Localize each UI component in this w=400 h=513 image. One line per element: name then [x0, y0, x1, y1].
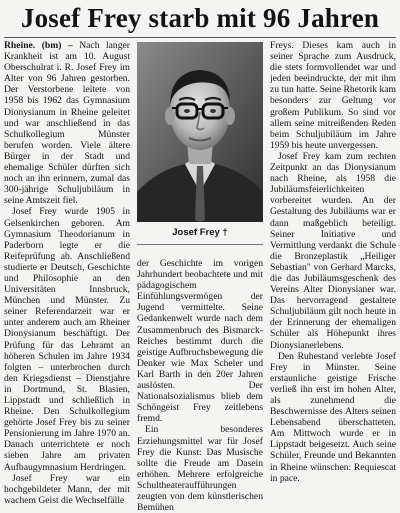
paragraph-4: der Geschichte im vorigen Jahrhundert beobachtete und mit pädagogischem Einfühlungsvermögen der Jugend vermittelte. Seine Gedankenwelt wurde nach dem Zusammenbruch des Bismarck-Reiches bestimmt durch die geistige Aufbruchsbewegung die Denker wie Max Scheler und Karl Barth in den 20er Jahren auslösten. Der Nationalsozialismus blieb dem Schöngeist Frey zeitlebens fremd. [137, 258, 263, 425]
paragraph-6: Freys. Dieses kam auch in seiner Sprache zum Ausdruck, die stets formvollendet war und jeden beeindruckte, der mit ihm zu tun hatte. Seine Rhetorik kam besonders zur Geltung vor großem Publikum. So sind vor allem seine mitreißenden Reden beim Schuljubiläum im Jahre 1959 bis heute unvergessen. [270, 40, 396, 151]
article-column-1 [4, 40, 130, 506]
paragraph-1 [4, 40, 130, 206]
portrait-image [137, 42, 263, 222]
article-column-3 [270, 40, 396, 492]
headline: Josef Frey starb mit 96 Jahren [20, 3, 380, 33]
paragraph-1-text: Nach langer Krankheit ist am 10. August Oberschulrat i. R. Josef Frey im Alter von 96 Jahren gestorben. Der Verstorbene leitete von 1958 bis 1962 das Gymnasium Dionysianum in Rheine geleitet und war anschließend in das Schulkollegium Münster berufen worden. Viele ältere Bürger in der Stadt und ehemalige Schüler dürften sich noch an ihn erinnern, zumal das 300-jährige Schuljubiläum in seine Amtszeit fiel. [4, 40, 130, 207]
paragraph-8: Den Ruhestand verlebte Josef Frey in Münster. Seine erstaunliche geistige Frische verließ ihn erst im hohen Alter, als zunehmend die Beschwernisse des Alters seinen Lebensabend überschatteten. Am Mittwoch wurde er in Lippstadt beigesetzt. Auch seine Schüler, Freunde und Bekannten in Rheine wünschen: Requiescat in pace. [270, 350, 396, 484]
paragraph-5: Ein besonderes Erziehungsmittel war für Josef Frey die Kunst: Das Musische sollte die Freude am Dasein erhöhen. Mehrere erfolgreiche Schultheateraufführungen zeugten von dem künstlerischen Bemühen [137, 424, 263, 513]
article-column-2 [137, 258, 263, 513]
portrait-photo [137, 42, 263, 222]
photo-caption: Josef Frey † [172, 227, 228, 238]
caption-rule [137, 244, 263, 245]
dateline: Rheine. (bm) – [4, 40, 73, 51]
paragraph-2: Josef Frey wurde 1905 in Gelsenkirchen geboren. Am Gymnasium Theodorianum in Paderborn legte er die Reifeprüfung ab. Anschließend studierte er Deutsch, Geschichte und Philosophie an den Universitäten Innsbruck, München und Münster. Zu seiner Referendarzeit war er unter anderem auch am Rheiner Dionysianum beschäftigt. Der Prüfung für das Lehramt an höheren Schulen im Jahre 1934 folgten – unterbrochen durch den Kriegsdienst – Dienstjahre in Dortmund, St. Blasien, Lippstadt und schließlich in Rheine. Den Schulkollegium gehörte Josef Frey bis zu seiner Pensionierung im Jahre 1970 an. Danach unterrichtete er noch sieben Jahre am privaten Aufbaugymnasium Herdringen. [4, 206, 130, 473]
paragraph-7: Josef Frey kam zum rechten Zeitpunkt an das Dionysianum nach Rheine, als 1958 die Jubiläumsfeierlichkeiten vorbereitet wurden. An der Gestaltung des Jubiläums war er dann maßgeblich beteiligt. Seiner Initiative und Vermittlung verdankt die Schule die Bronzeplastik „Heiliger Sebastian" von Gerhard Marcks, die das Jubiläumsgeschenk des Vereins Alter Dionysianer war. Das hervorragend gestaltete Schuljubiläum gilt noch heute in der Erinnerung der ehemaligen Schüler als Höhepunkt ihres Dionysianerlebens. [270, 150, 396, 351]
paragraph-3: Josef Frey war ein hochgebildeter Mann, der mit wachem Geist die Wechselfälle [4, 472, 130, 506]
headline-rule [4, 37, 396, 38]
